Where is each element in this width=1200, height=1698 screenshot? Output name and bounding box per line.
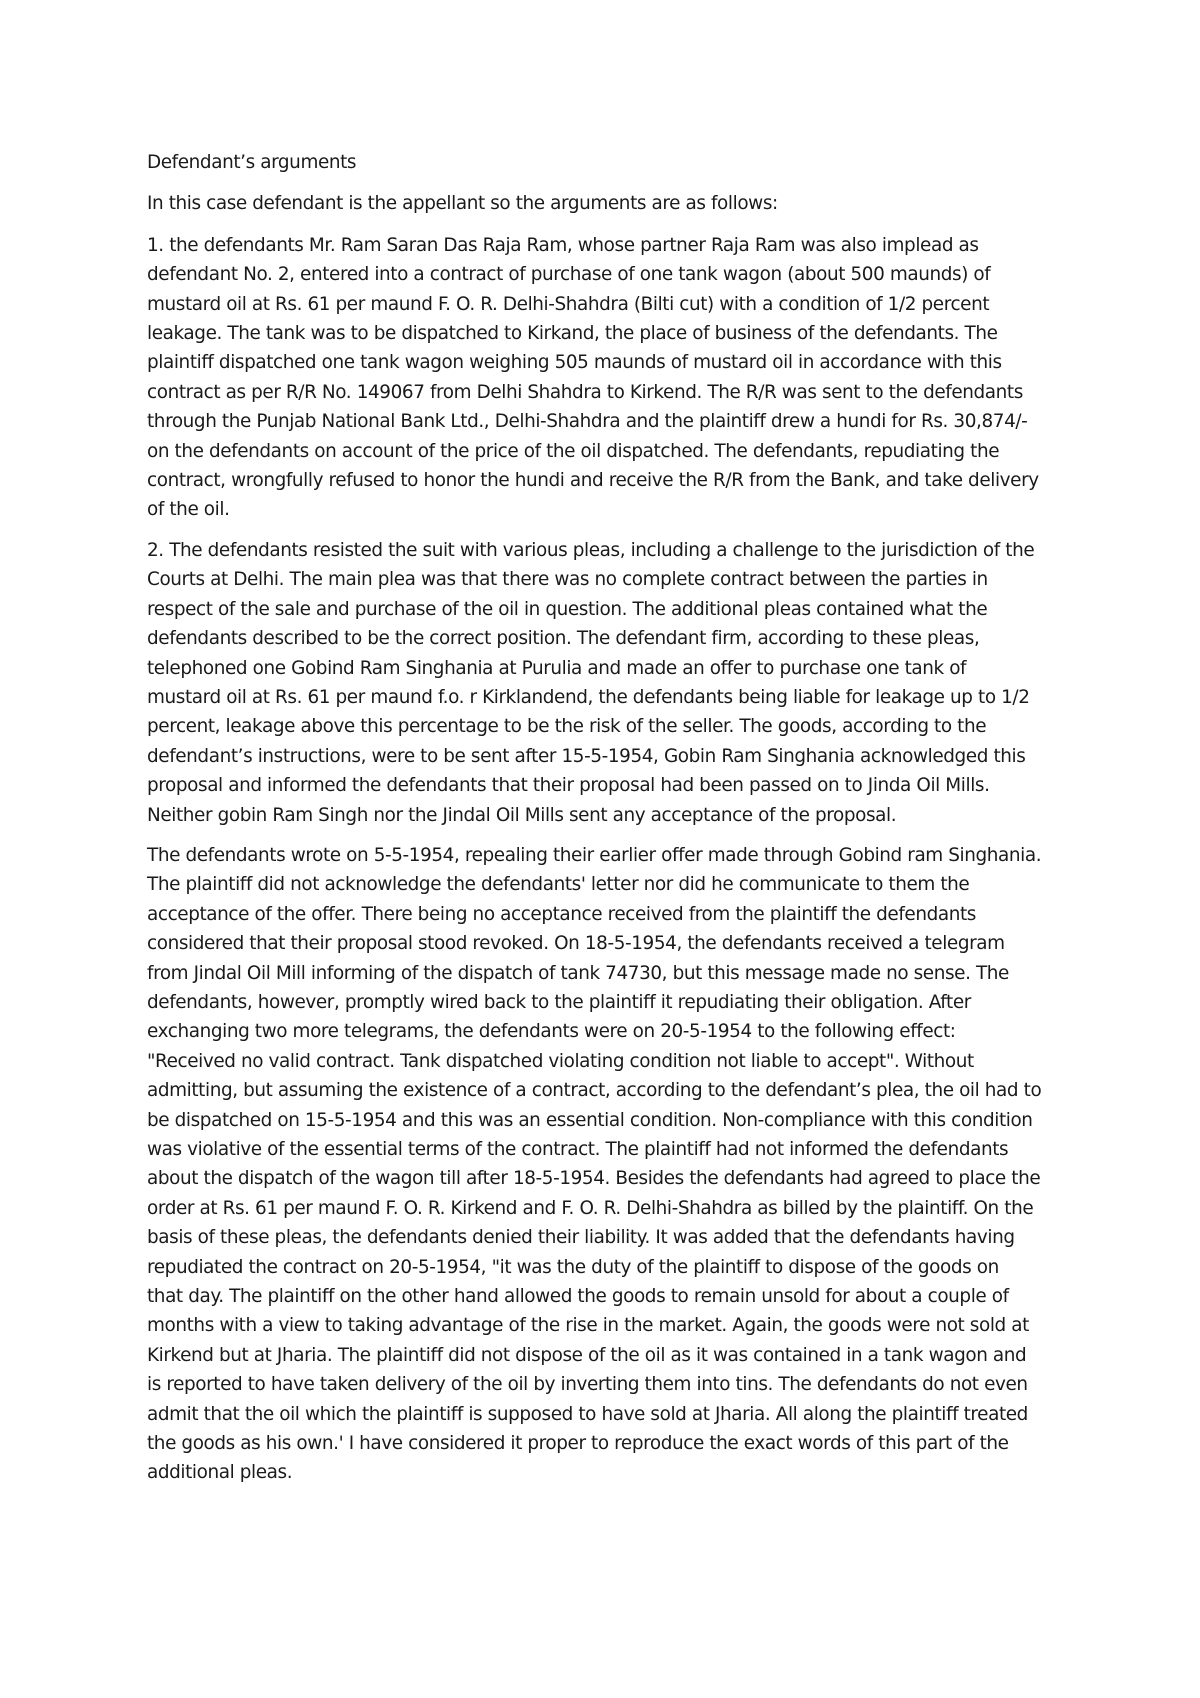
paragraph-line: from Jindal Oil Mill informing of the dispatch of tank 74730, but this message made no sense. The bbox=[147, 962, 1009, 984]
paragraph-line: order at Rs. 61 per maund F. O. R. Kirkend and F. O. R. Delhi-Shahdra as billed by the plaintiff. On the bbox=[147, 1197, 1034, 1219]
paragraph-line: The defendants wrote on 5-5-1954, repealing their earlier offer made through Gobind ram Singhania. bbox=[147, 844, 1042, 866]
paragraph-line: on the defendants on account of the price of the oil dispatched. The defendants, repudiating the bbox=[147, 440, 1000, 462]
paragraph-line: 2. The defendants resisted the suit with various pleas, including a challenge to the jurisdiction of the bbox=[147, 539, 1035, 561]
paragraph-line: leakage. The tank was to be dispatched to Kirkand, the place of business of the defendants. The bbox=[147, 323, 998, 345]
paragraph-line: that day. The plaintiff on the other hand allowed the goods to remain unsold for about a couple of bbox=[147, 1286, 1009, 1308]
paragraph bbox=[147, 231, 1072, 525]
paragraph-line: acceptance of the offer. There being no acceptance received from the plaintiff the defendants bbox=[147, 903, 976, 925]
paragraph-line: mustard oil at Rs. 61 per maund F. O. R. Delhi-Shahdra (Bilti cut) with a condition of 1/2 percent bbox=[147, 293, 990, 315]
paragraph-line: Courts at Delhi. The main plea was that there was no complete contract between the parties in bbox=[147, 569, 988, 591]
paragraph-line: through the Punjab National Bank Ltd., Delhi-Shahdra and the plaintiff drew a hundi for Rs. 30,874/- bbox=[147, 411, 1028, 433]
paragraph-line: months with a view to taking advantage of the rise in the market. Again, the goods were not sold at bbox=[147, 1315, 1029, 1337]
paragraphs-container bbox=[147, 231, 1072, 1488]
paragraph bbox=[147, 841, 1072, 1488]
paragraph-line: the goods as his own.' I have considered it proper to reproduce the exact words of this part of the bbox=[147, 1433, 1009, 1455]
paragraph-line: additional pleas. bbox=[147, 1462, 293, 1484]
paragraph-line: exchanging two more telegrams, the defendants were on 20-5-1954 to the following effect: bbox=[147, 1021, 956, 1043]
paragraph bbox=[147, 536, 1072, 830]
paragraph-line: contract, wrongfully refused to honor the hundi and receive the R/R from the Bank, and take delivery bbox=[147, 470, 1039, 492]
paragraph-line: of the oil. bbox=[147, 499, 230, 521]
paragraph-line: defendant’s instructions, were to be sent after 15-5-1954, Gobin Ram Singhania acknowledged this bbox=[147, 745, 1026, 767]
paragraph-line: about the dispatch of the wagon till after 18-5-1954. Besides the defendants had agreed to place the bbox=[147, 1168, 1041, 1190]
paragraph-line: was violative of the essential terms of the contract. The plaintiff had not informed the defendants bbox=[147, 1139, 1009, 1160]
paragraph-line: basis of these pleas, the defendants denied their liability. It was added that the defendants having bbox=[147, 1227, 1015, 1249]
paragraph-line: percent, leakage above this percentage to be the risk of the seller. The goods, according to the bbox=[147, 716, 987, 738]
paragraph-line: "Received no valid contract. Tank dispatched violating condition not liable to accept". Without bbox=[147, 1050, 974, 1072]
paragraph-line: Neither gobin Ram Singh nor the Jindal Oil Mills sent any acceptance of the proposal. bbox=[147, 804, 897, 826]
paragraph-line: considered that their proposal stood revoked. On 18-5-1954, the defendants received a telegram bbox=[147, 933, 1005, 955]
intro-line: In this case defendant is the appellant so the arguments are as follows: bbox=[147, 193, 778, 215]
paragraph-line: mustard oil at Rs. 61 per maund f.o. r Kirklandend, the defendants being liable for leakage up to 1/2 bbox=[147, 686, 1030, 708]
paragraph-line: telephoned one Gobind Ram Singhania at Purulia and made an offer to purchase one tank of bbox=[147, 657, 967, 679]
paragraph-line: admitting, but assuming the existence of a contract, according to the defendant’s plea, the oil had to bbox=[147, 1080, 1042, 1102]
paragraph-line: The plaintiff did not acknowledge the defendants' letter nor did he communicate to them the bbox=[147, 874, 970, 896]
paragraph-line: contract as per R/R No. 149067 from Delhi Shahdra to Kirkend. The R/R was sent to the defendants bbox=[147, 381, 1023, 403]
paragraph-line: repudiated the contract on 20-5-1954, "it was the duty of the plaintiff to dispose of the goods on bbox=[147, 1256, 999, 1278]
document-heading: Defendant’s arguments bbox=[147, 152, 357, 173]
paragraph-line: respect of the sale and purchase of the oil in question. The additional pleas contained what the bbox=[147, 598, 988, 620]
paragraph-line: Kirkend but at Jharia. The plaintiff did not dispose of the oil as it was contained in a tank wagon and bbox=[147, 1344, 1027, 1366]
paragraph-line: 1. the defendants Mr. Ram Saran Das Raja Ram, whose partner Raja Ram was also implead as bbox=[147, 234, 979, 256]
paragraph-line: is reported to have taken delivery of the oil by inverting them into tins. The defendants do not even bbox=[147, 1374, 1028, 1396]
paragraph-line: be dispatched on 15-5-1954 and this was an essential condition. Non-compliance with this condition bbox=[147, 1109, 1033, 1131]
paragraph-line: defendant No. 2, entered into a contract of purchase of one tank wagon (about 500 maunds) of bbox=[147, 264, 991, 286]
paragraph-line: proposal and informed the defendants that their proposal had been passed on to Jinda Oil Mills. bbox=[147, 775, 990, 797]
paragraph-line: plaintiff dispatched one tank wagon weighing 505 maunds of mustard oil in accordance with this bbox=[147, 352, 1002, 374]
paragraph-line: defendants described to be the correct position. The defendant firm, according to these pleas, bbox=[147, 628, 980, 650]
paragraph-line: admit that the oil which the plaintiff is supposed to have sold at Jharia. All along the plaintiff treated bbox=[147, 1403, 1028, 1425]
paragraph-line: defendants, however, promptly wired back to the plaintiff it repudiating their obligation. After bbox=[147, 991, 971, 1013]
